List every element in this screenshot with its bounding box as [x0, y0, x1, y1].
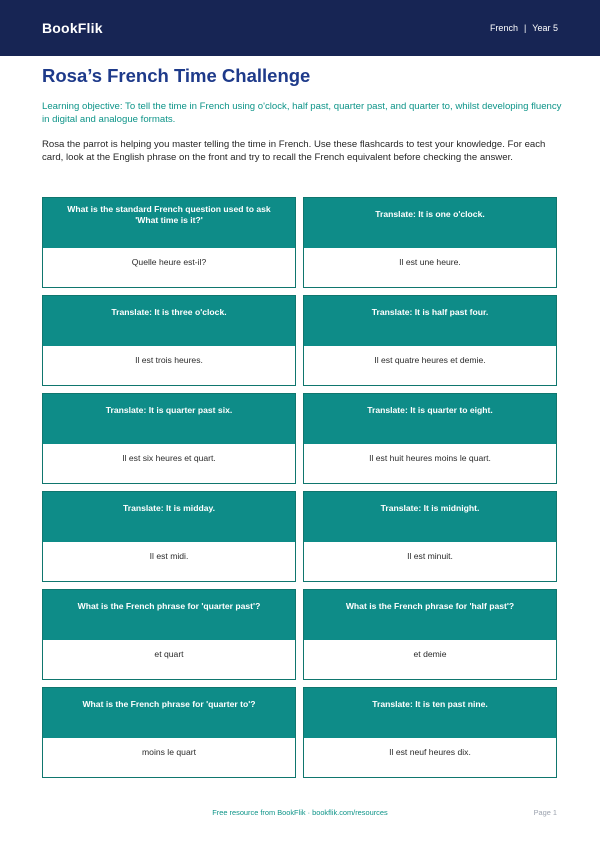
flashcard-back: et quart: [154, 649, 184, 659]
flashcard-front: What is the French phrase for 'quarter to'?: [43, 688, 295, 738]
flashcard: [303, 197, 557, 288]
flashcard: [42, 589, 296, 680]
page-footer: [0, 808, 600, 820]
flashcard-back: Il est huit heures moins le quart.: [369, 453, 491, 463]
flashcard-front: What is the standard French question used to ask 'What time is it?': [43, 198, 295, 248]
flashcard-front: Translate: It is midnight.: [304, 492, 556, 542]
flashcard-front: Translate: It is half past four.: [304, 296, 556, 346]
level-label: Year 5: [532, 23, 558, 33]
flashcard-front: Translate: It is ten past nine.: [304, 688, 556, 738]
footer-credit-link[interactable]: Free resource from BookFlik · bookflik.com/resources: [212, 808, 388, 817]
flashcard-back: Il est minuit.: [407, 551, 453, 561]
learning-objective: Learning objective: To tell the time in French using o'clock, half past, quarter past, and quarter to, whilst developing fluency in digital and analogue formats.: [42, 101, 562, 125]
brand-logo-text: BookFlik: [42, 20, 103, 36]
page-number: Page 1: [533, 808, 557, 817]
flashcard: [303, 589, 557, 680]
flashcard-front: Translate: It is three o'clock.: [43, 296, 295, 346]
flashcard-front: Translate: It is quarter past six.: [43, 394, 295, 444]
flashcard-back: moins le quart: [142, 747, 196, 757]
flashcard-grid: [42, 197, 557, 778]
subject-label: French: [489, 23, 518, 33]
flashcard-front: What is the French phrase for 'half past'?: [304, 590, 556, 640]
flashcard-back: Il est midi.: [149, 551, 189, 561]
flashcard-back: Il est neuf heures dix.: [389, 747, 471, 757]
flashcard-front: What is the French phrase for 'quarter past'?: [43, 590, 295, 640]
flashcard-back: et demie: [413, 649, 447, 659]
page-title: Rosa’s French Time Challenge: [42, 65, 311, 86]
flashcard-front: Translate: It is quarter to eight.: [304, 394, 556, 444]
flashcard: [303, 491, 557, 582]
flashcard: [303, 687, 557, 778]
flashcard: [303, 393, 557, 484]
flashcard: [42, 687, 296, 778]
flashcard-front: Translate: It is one o'clock.: [304, 198, 556, 248]
meta-separator: |: [523, 23, 527, 33]
flashcard-back: Il est six heures et quart.: [122, 453, 216, 463]
flashcard-front: Translate: It is midday.: [43, 492, 295, 542]
flashcard-back: Il est trois heures.: [135, 355, 203, 365]
flashcard: [42, 393, 296, 484]
intro-paragraph: Rosa the parrot is helping you master telling the time in French. Use these flashcards to test your knowledge. For each card, look at the English phrase on the front and try to recall the French equivalent before checking the answer.: [42, 139, 546, 163]
flashcard-back: Quelle heure est-il?: [131, 257, 207, 267]
flashcard-back: Il est une heure.: [399, 257, 461, 267]
flashcard: [42, 197, 296, 288]
flashcard: [42, 295, 296, 386]
flashcard-back: Il est quatre heures et demie.: [374, 355, 486, 365]
header-meta: [490, 23, 558, 33]
page-header: [0, 0, 600, 56]
flashcard: [303, 295, 557, 386]
flashcard: [42, 491, 296, 582]
